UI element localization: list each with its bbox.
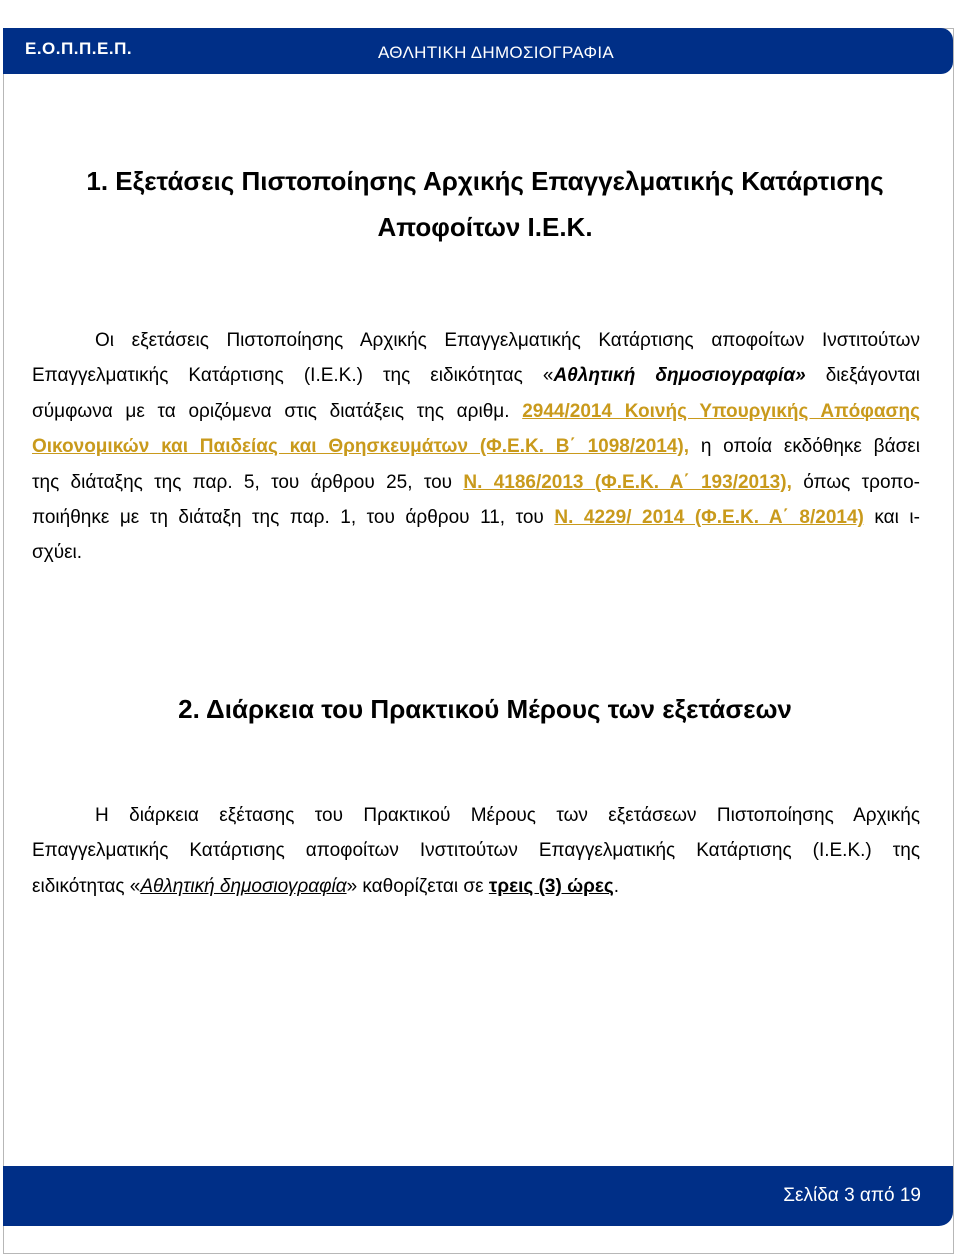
paragraph-line	[32, 394, 920, 429]
section2-title: 2. Διάρκεια του Πρακτικού Μέρους των εξετάσεων	[178, 694, 792, 724]
paragraph-text: Επαγγελματικής Κατάρτισης αποφοίτων Ινστιτούτων Επαγγελματικής Κατάρτισης (Ι.Ε.Κ.) της	[32, 840, 920, 862]
paragraph-line	[32, 465, 920, 500]
paragraph-text: η οποία εκδόθηκε βάσει	[689, 436, 920, 458]
page-header	[3, 28, 953, 74]
paragraph-line	[32, 869, 920, 904]
paragraph-text: σχύει.	[32, 542, 83, 564]
law-reference-link[interactable]: Οικονομικών και Παιδείας και Θρησκευμάτων (Φ.Ε.Κ. Β΄ 1098/2014),	[32, 436, 690, 458]
section2-paragraph	[32, 798, 920, 904]
specialty-name: Αθλητική δημοσιογραφία»	[553, 365, 806, 387]
paragraph-line	[32, 358, 920, 393]
paragraph-text: ειδικότητας «	[32, 875, 141, 897]
law-reference-link[interactable]: Ν. 4186/2013 (Φ.Ε.Κ. Α΄ 193/2013),	[463, 471, 792, 493]
section1-title-line1: 1. Εξετάσεις Πιστοποίησης Αρχικής Επαγγελματικής Κατάρτισης	[86, 166, 884, 196]
paragraph-line	[32, 798, 920, 833]
paragraph-text: ποιήθηκε με τη διάταξη της παρ. 1, του άρθρου 11, του	[32, 506, 555, 528]
law-reference-link[interactable]: 2944/2014 Κοινής Υπουργικής Απόφασης	[522, 400, 920, 422]
paragraph-text: .	[613, 875, 620, 897]
paragraph-text: σύμφωνα με τα οριζόμενα στις διατάξεις της αριθμ.	[32, 400, 523, 422]
paragraph-text: Επαγγελματικής Κατάρτισης (Ι.Ε.Κ.) της ειδικότητας «	[32, 365, 554, 387]
duration-value: τρεις (3) ώρες	[488, 875, 614, 897]
paragraph-text: διεξάγονται	[805, 365, 920, 387]
law-reference-link[interactable]: Ν. 4229/ 2014 (Φ.Ε.Κ. Α΄ 8/2014)	[554, 506, 864, 528]
paragraph-text: Η διάρκεια εξέτασης του Πρακτικού Μέρους των εξετάσεων Πιστοποίησης Αρχικής	[95, 805, 920, 826]
paragraph-line	[32, 535, 920, 570]
paragraph-text: όπως τροπο-	[791, 471, 920, 493]
paragraph-line	[32, 323, 920, 358]
header-org-label: Ε.Ο.Π.Π.Ε.Π.	[25, 39, 133, 58]
section1-title-line2: Αποφοίτων Ι.Ε.Κ.	[377, 212, 593, 242]
paragraph-text: της διάταξης της παρ. 5, του άρθρου 25, του	[32, 471, 464, 493]
page-number: Σελίδα 3 από 19	[783, 1185, 921, 1206]
paragraph-line	[32, 833, 920, 868]
page-footer	[3, 1166, 953, 1226]
section1-paragraph	[32, 323, 920, 571]
paragraph-text: » καθορίζεται σε	[346, 875, 489, 897]
paragraph-text: Οι εξετάσεις Πιστοποίησης Αρχικής Επαγγελματικής Κατάρτισης αποφοίτων Ινστιτούτων	[95, 330, 920, 351]
header-specialty-label: ΑΘΛΗΤΙΚΗ ΔΗΜΟΣΙΟΓΡΑΦΙΑ	[378, 43, 615, 62]
paragraph-line	[32, 429, 920, 464]
specialty-name: Αθλητική δημοσιογραφία	[140, 875, 347, 897]
paragraph-text: και ι-	[863, 506, 920, 528]
paragraph-line	[32, 500, 920, 535]
